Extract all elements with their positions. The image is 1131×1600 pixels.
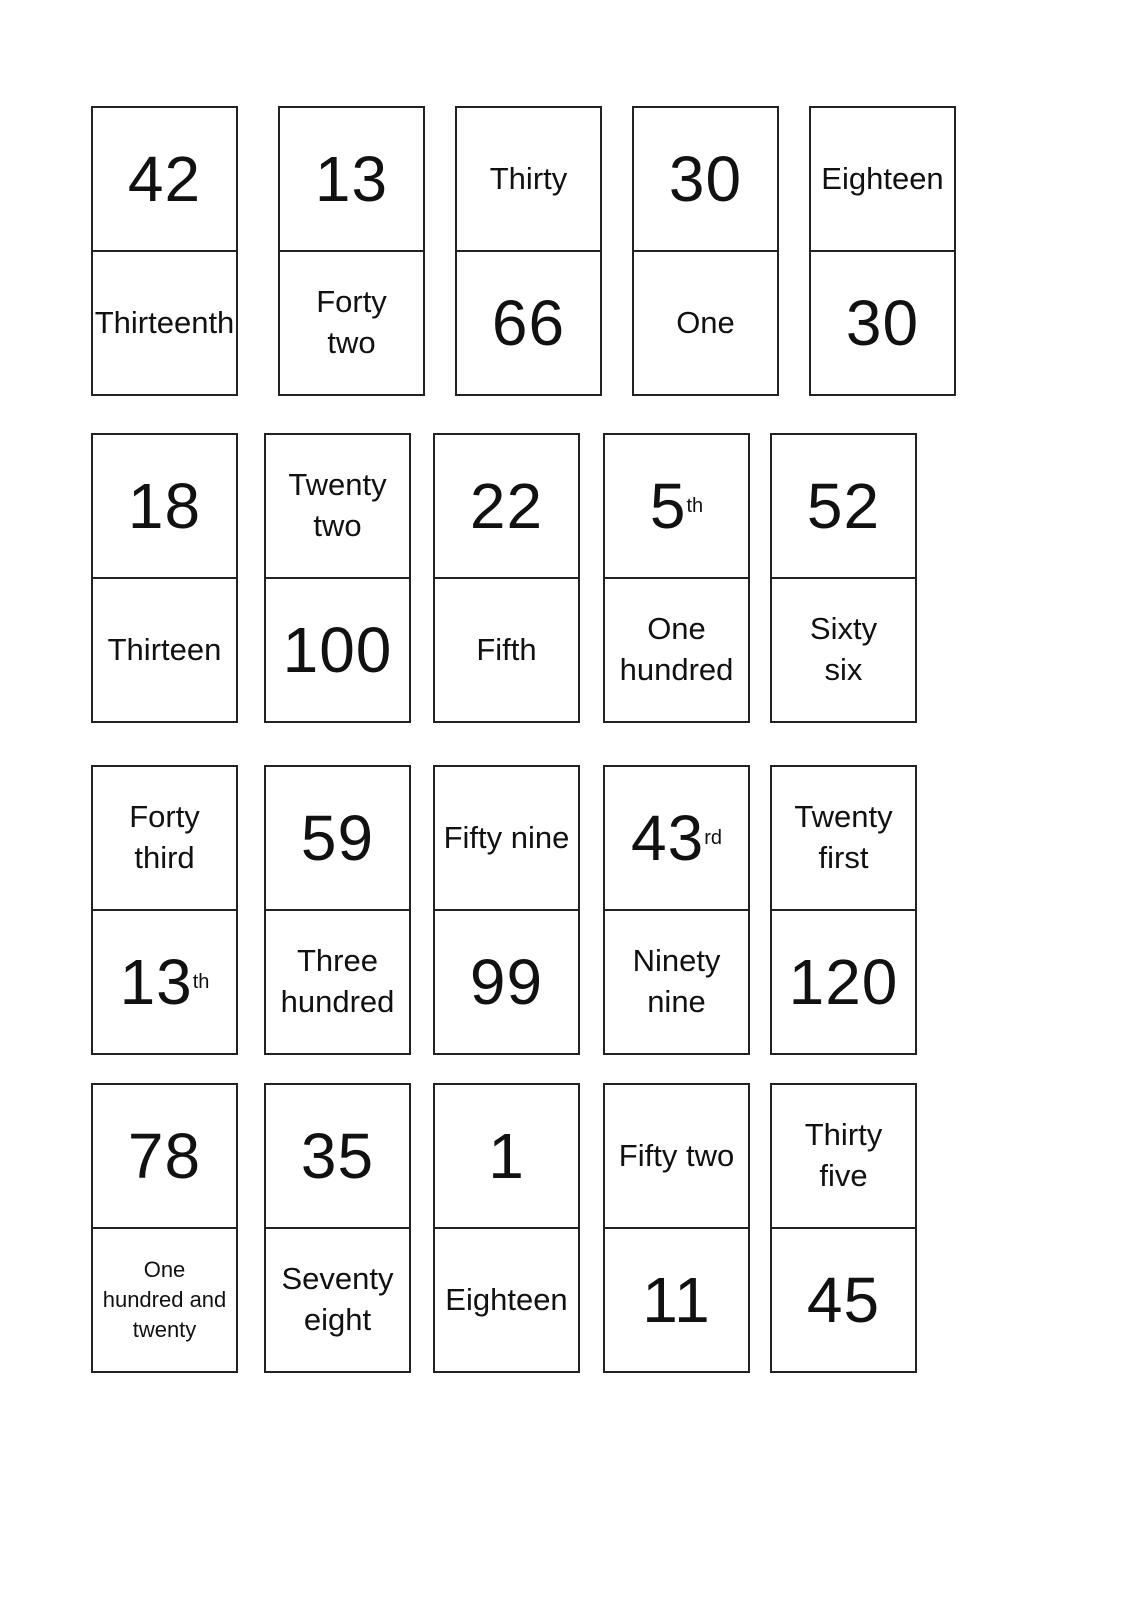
card-top-half — [435, 435, 578, 578]
domino-card — [433, 1083, 580, 1373]
card-number: 42 — [127, 143, 202, 215]
domino-card — [603, 765, 750, 1055]
card-word: Thirteenth — [94, 304, 235, 340]
card-top-half — [772, 435, 915, 578]
card-bottom-half — [280, 251, 423, 394]
card-number: 59 — [300, 802, 375, 874]
card-word: Fifty nine — [443, 819, 570, 855]
card-number: 120 — [788, 946, 899, 1018]
card-top-half — [93, 108, 236, 251]
card-number: 45 — [806, 1264, 881, 1336]
card-top-half — [435, 1085, 578, 1228]
card-bottom-half — [811, 251, 954, 394]
domino-card — [264, 1083, 411, 1373]
card-bottom-half — [435, 1228, 578, 1371]
card-number: 22 — [469, 470, 544, 542]
card-word: Sixty six — [809, 611, 878, 687]
card-number: 1 — [488, 1120, 525, 1192]
card-word: Three hundred — [280, 943, 395, 1019]
domino-card — [603, 1083, 750, 1373]
domino-card — [603, 433, 750, 723]
card-number: 18 — [127, 470, 202, 542]
card-bottom-half — [266, 1228, 409, 1371]
card-top-half — [634, 108, 777, 251]
domino-card — [809, 106, 956, 396]
card-word: Thirty — [489, 160, 568, 196]
card-word: Thirty five — [804, 1117, 883, 1193]
card-word: Eighteen — [445, 1281, 568, 1317]
card-number: 52 — [806, 470, 881, 542]
card-bottom-half — [457, 251, 600, 394]
card-word: Forty two — [316, 284, 387, 360]
card-top-half — [93, 767, 236, 910]
card-bottom-half — [772, 578, 915, 721]
card-bottom-half — [435, 578, 578, 721]
card-word: One — [676, 304, 735, 340]
card-bottom-half — [435, 910, 578, 1053]
domino-card — [455, 106, 602, 396]
card-word: One hundred — [619, 611, 734, 687]
card-top-half — [605, 435, 748, 578]
domino-card — [770, 433, 917, 723]
card-number: 13 — [314, 143, 389, 215]
card-word: Twenty two — [288, 467, 387, 543]
card-word: One hundred and twenty — [102, 1257, 227, 1342]
card-top-half — [605, 767, 748, 910]
card-top-half — [605, 1085, 748, 1228]
card-bottom-half — [93, 578, 236, 721]
card-top-half — [457, 108, 600, 251]
card-top-half — [772, 767, 915, 910]
card-bottom-half — [93, 910, 236, 1053]
card-number: 11 — [642, 1264, 711, 1336]
card-word: Thirteen — [107, 631, 222, 667]
ordinal-suffix: th — [192, 970, 210, 993]
card-bottom-half — [634, 251, 777, 394]
card-number: 35 — [300, 1120, 375, 1192]
card-number: 66 — [491, 287, 566, 359]
domino-card — [632, 106, 779, 396]
card-bottom-half — [772, 1228, 915, 1371]
domino-card — [278, 106, 425, 396]
card-number: 30 — [845, 287, 920, 359]
domino-card — [433, 765, 580, 1055]
card-bottom-half — [266, 578, 409, 721]
card-top-half — [435, 767, 578, 910]
card-number: 99 — [469, 946, 544, 1018]
domino-card — [91, 106, 238, 396]
domino-card — [264, 765, 411, 1055]
card-top-half — [266, 435, 409, 578]
card-word: Forty third — [129, 799, 200, 875]
card-word: Ninety nine — [632, 943, 721, 1019]
card-top-half — [93, 1085, 236, 1228]
card-bottom-half — [266, 910, 409, 1053]
domino-card — [91, 765, 238, 1055]
card-top-half — [811, 108, 954, 251]
card-number: 30 — [668, 143, 743, 215]
domino-card — [770, 1083, 917, 1373]
card-bottom-half — [605, 910, 748, 1053]
card-number: 100 — [282, 614, 393, 686]
domino-card — [91, 1083, 238, 1373]
domino-card — [91, 433, 238, 723]
card-bottom-half — [93, 1228, 236, 1371]
card-word: Twenty first — [794, 799, 893, 875]
card-top-half — [266, 767, 409, 910]
card-top-half — [266, 1085, 409, 1228]
card-word: Fifth — [476, 631, 537, 667]
domino-card — [770, 765, 917, 1055]
card-number: 13 — [119, 946, 193, 1018]
domino-card — [433, 433, 580, 723]
card-number: 5 — [649, 470, 687, 542]
card-top-half — [772, 1085, 915, 1228]
card-top-half — [280, 108, 423, 251]
card-top-half — [93, 435, 236, 578]
ordinal-suffix: th — [686, 494, 704, 517]
card-word: Eighteen — [821, 160, 944, 196]
ordinal-suffix: rd — [704, 826, 722, 849]
card-bottom-half — [605, 578, 748, 721]
card-bottom-half — [93, 251, 236, 394]
card-bottom-half — [772, 910, 915, 1053]
domino-card — [264, 433, 411, 723]
card-word: Seventy eight — [281, 1261, 394, 1337]
card-bottom-half — [605, 1228, 748, 1371]
card-number: 43 — [631, 802, 705, 874]
card-number: 78 — [127, 1120, 202, 1192]
card-word: Fifty two — [618, 1137, 735, 1173]
